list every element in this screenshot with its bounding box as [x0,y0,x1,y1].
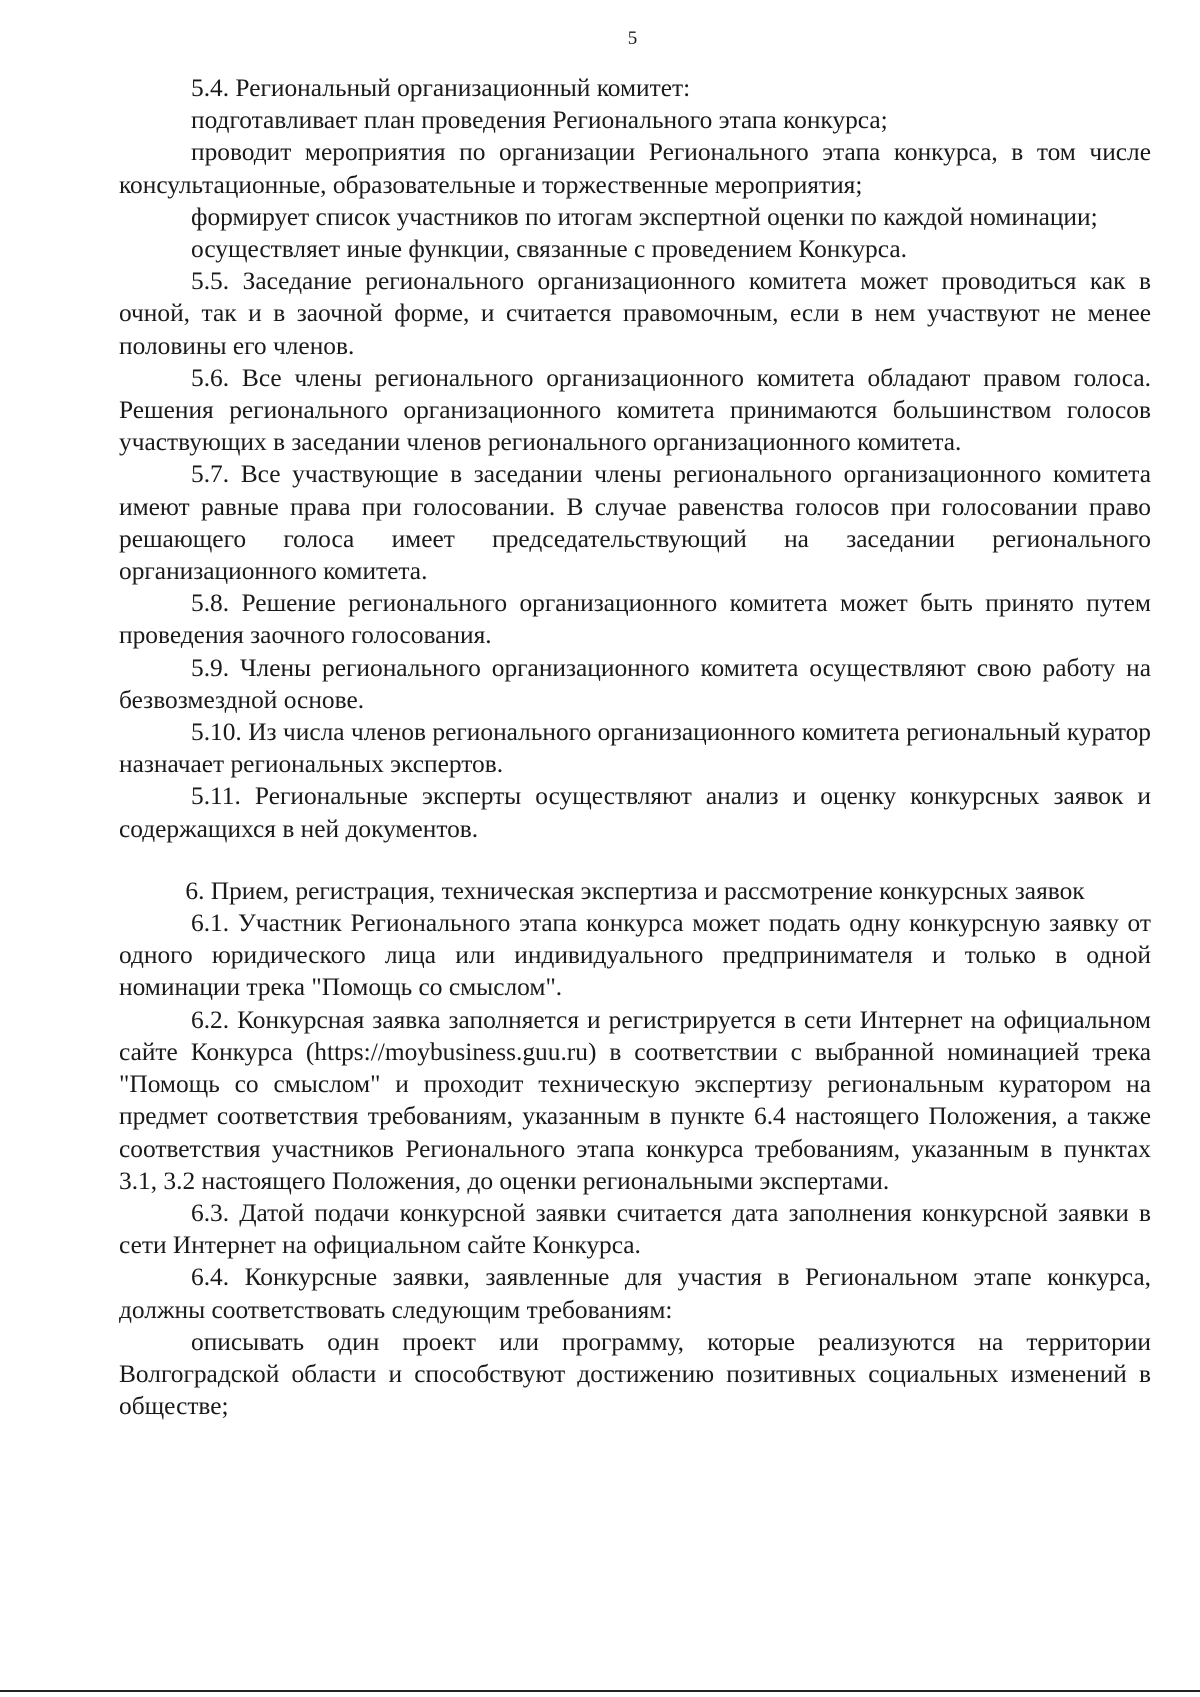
paragraph-6-4: 6.4. Конкурсные заявки, заявленные для участия в Региональном этапе конкурса, должны соответствовать следующим требованиям: [119,1263,1151,1324]
page-bottom-rule [0,1690,1200,1692]
paragraph-5-11: 5.11. Региональные эксперты осуществляют анализ и оценку конкурсных заявок и содержащихся в ней документов. [119,782,1151,843]
page-number: 5 [627,28,638,49]
paragraph-5-10: 5.10. Из числа членов регионального организационного комитета региональный куратор назначает региональных экспертов. [119,718,1151,779]
paragraph-5-4-item-1: подготавливает план проведения Регионального этапа конкурса; [191,106,888,135]
paragraph-5-6: 5.6. Все члены регионального организационного комитета обладают правом голоса. Решения регионального организационного комитета принимаются большинством голосов участвующих в заседании членов регионального организационного комитета. [119,363,1151,457]
paragraph-5-5: 5.5. Заседание регионального организационного комитета может проводиться как в очной, так и в заочной форме, и считается правомочным, если в нем участвуют не менее половины его членов. [119,267,1151,360]
paragraph-6-1: 6.1. Участник Регионального этапа конкурса может подать одну конкурсную заявку от одного юридического лица или индивидуального предпринимателя и только в одной номинации трека "Помощь со смыслом". [119,909,1151,1002]
paragraph-5-9: 5.9. Члены регионального организационного комитета осуществляют свою работу на безвозмездной основе. [119,653,1151,714]
paragraph-5-7: 5.7. Все участвующие в заседании члены регионального организационного комитета имеют равные права при голосовании. В случае равенства голосов при голосовании право решающего голоса имеет председательствующий на заседании регионального организационного комитета. [119,460,1151,586]
paragraph-5-4-item-2: проводит мероприятия по организации Регионального этапа конкурса, в том числе консультационные, образовательные и торжественные мероприятия; [119,138,1151,199]
paragraph-5-4-item-4: осуществляет иные функции, связанные с проведением Конкурса. [191,235,907,264]
section-6-heading: 6. Прием, регистрация, техническая экспертиза и рассмотрение конкурсных заявок [185,876,1085,905]
paragraph-5-8: 5.8. Решение регионального организационного комитета может быть принято путем проведения заочного голосования. [119,589,1151,650]
paragraph-6-2: 6.2. Конкурсная заявка заполняется и регистрируется в сети Интернет на официальном сайте Конкурса (https://moybusiness.guu.ru) в соответствии с выбранной номинацией трека "Помощь со смыслом" и проходит техническую экспертизу региональным куратором на предмет соответствия требованиям, указанным в пункте 6.4 настоящего Положения, а также соответствия участников Регионального этапа конкурса требованиям, указанным в пунктах 3.1, 3.2 настоящего Положения, до оценки региональными экспертами. [119,1005,1151,1195]
paragraph-6-3: 6.3. Датой подачи конкурсной заявки считается дата заполнения конкурсной заявки в сети Интернет на официальном сайте Конкурса. [119,1198,1151,1260]
paragraph-5-4: 5.4. Региональный организационный комитет: [191,74,691,102]
paragraph-5-4-item-3: формирует список участников по итогам экспертной оценки по каждой номинации; [191,202,1098,231]
document-body [119,72,1151,1422]
paragraph-6-4-item-1: описывать один проект или программу, которые реализуются на территории Волгоградской области и способствуют достижению позитивных социальных изменений в обществе; [119,1327,1151,1421]
